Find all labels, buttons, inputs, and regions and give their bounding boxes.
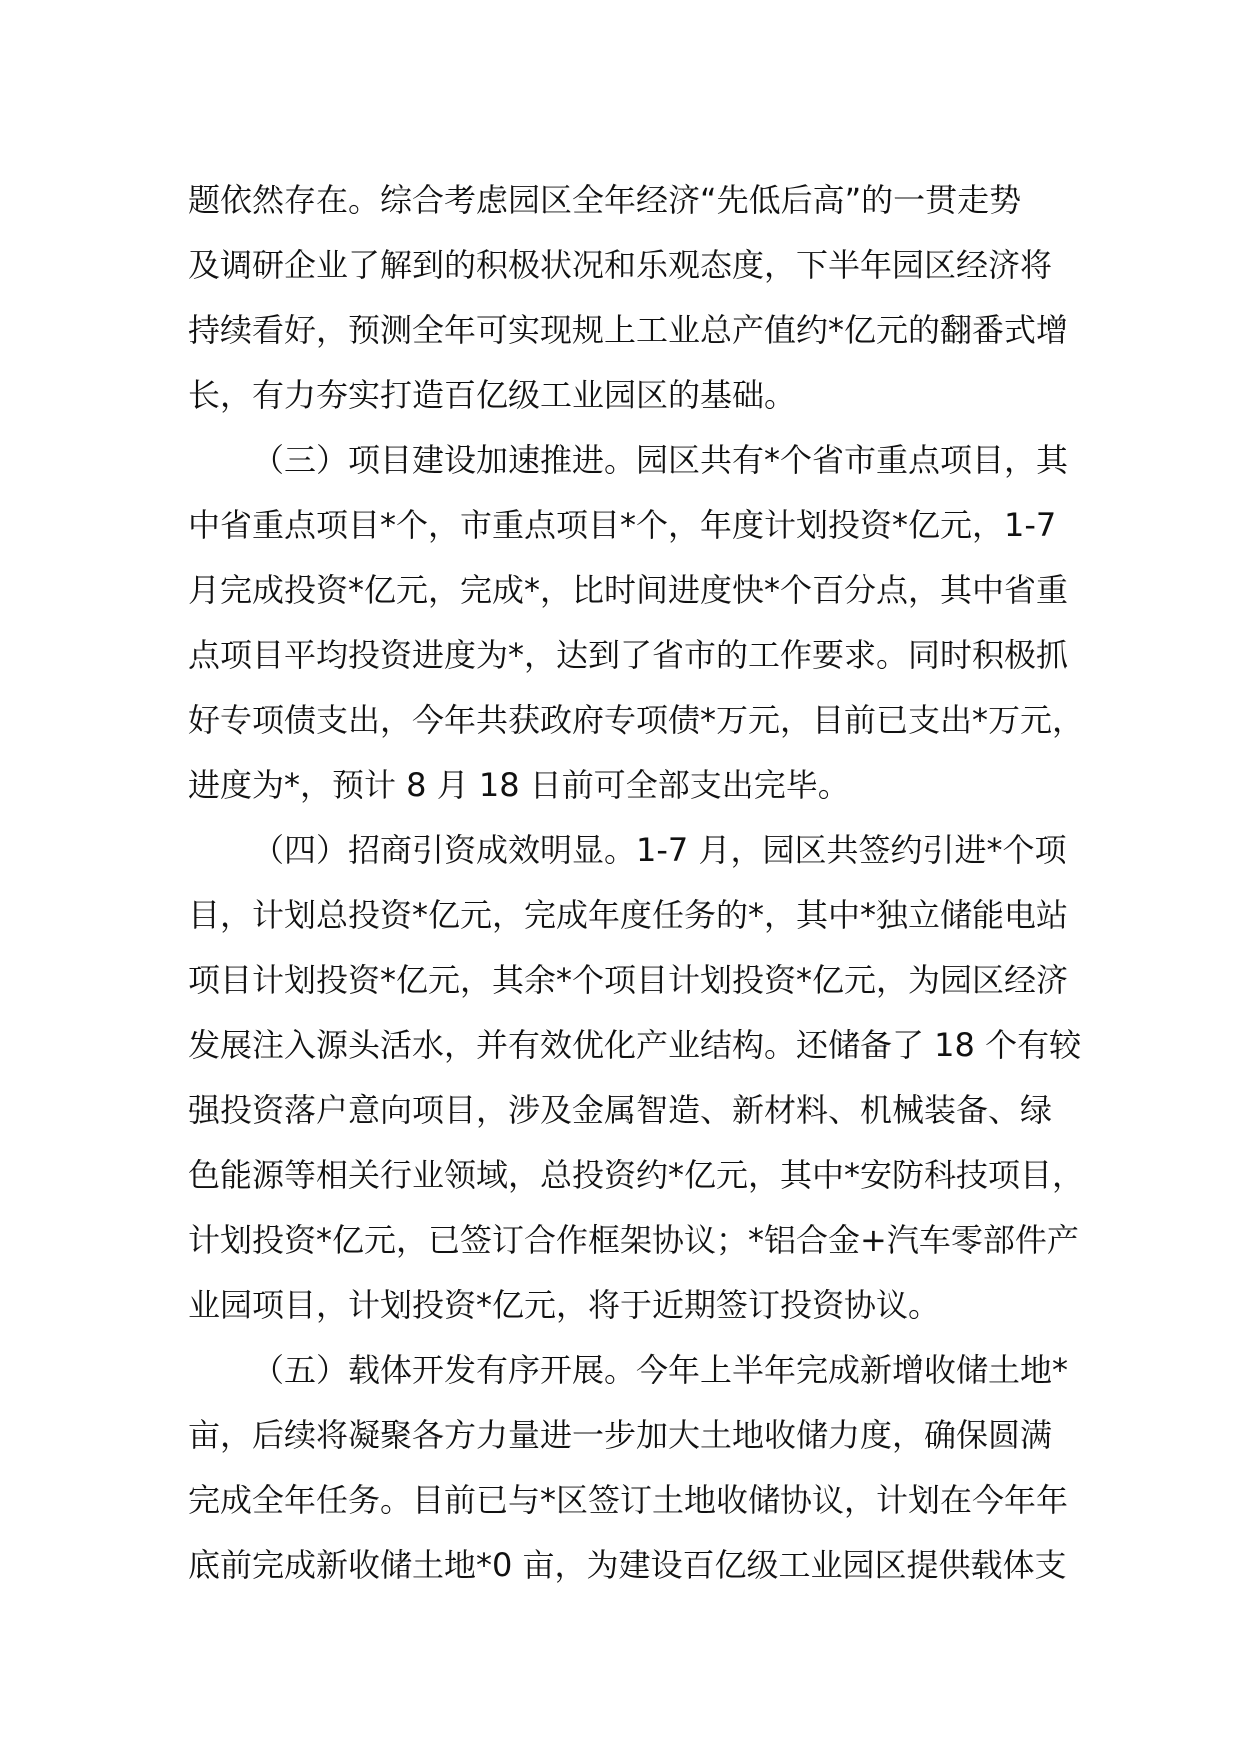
body-text: [188, 168, 1088, 1598]
text-line: 发展注入源头活水，并有效优化产业结构。还储备了 18 个有较: [188, 1026, 1082, 1064]
text-line: 亩，后续将凝聚各方力量进一步加大土地收储力度，确保圆满: [188, 1416, 1053, 1454]
text-line: 进度为*，预计 8 月 18 日前可全部支出完毕。: [188, 766, 850, 804]
section-heading-line: （四）招商引资成效明显。1-7 月，园区共签约引进*个项: [252, 831, 1067, 869]
text-line: 持续看好，预测全年可实现规上工业总产值约*亿元的翻番式增: [188, 311, 1069, 349]
text-line: 项目计划投资*亿元，其余*个项目计划投资*亿元，为园区经济: [188, 961, 1069, 999]
text-line: 及调研企业了解到的积极状况和乐观态度，下半年园区经济将: [188, 246, 1053, 284]
text-line: 题依然存在。综合考虑园区全年经济“先低后高”的一贯走势: [188, 181, 1022, 219]
text-line: 好专项债支出，今年共获政府专项债*万元，目前已支出*万元，: [188, 701, 1085, 739]
section-heading-line: （五）载体开发有序开展。今年上半年完成新增收储土地*: [252, 1351, 1069, 1389]
text-line: 计划投资*亿元，已签订合作框架协议；*铝合金+汽车零部件产: [188, 1221, 1079, 1259]
text-line: 目，计划总投资*亿元，完成年度任务的*，其中*独立储能电站: [188, 896, 1069, 934]
text-line: 业园项目，计划投资*亿元，将于近期签订投资协议。: [188, 1286, 941, 1324]
section-heading-line: （三）项目建设加速推进。园区共有*个省市重点项目，其: [252, 441, 1069, 479]
text-line: 色能源等相关行业领域，总投资约*亿元，其中*安防科技项目，: [188, 1156, 1085, 1194]
text-line: 点项目平均投资进度为*，达到了省市的工作要求。同时积极抓: [188, 636, 1069, 674]
text-line: 月完成投资*亿元，完成*，比时间进度快*个百分点，其中省重: [188, 571, 1069, 609]
text-line: 中省重点项目*个，市重点项目*个，年度计划投资*亿元，1-7: [188, 506, 1057, 544]
text-line: 完成全年任务。目前已与*区签订土地收储协议，计划在今年年: [188, 1481, 1069, 1519]
text-line: 长，有力夯实打造百亿级工业园区的基础。: [188, 376, 797, 414]
text-line: 底前完成新收储土地*0 亩，为建设百亿级工业园区提供载体支: [188, 1546, 1067, 1584]
text-line: 强投资落户意向项目，涉及金属智造、新材料、机械装备、绿: [188, 1091, 1053, 1129]
